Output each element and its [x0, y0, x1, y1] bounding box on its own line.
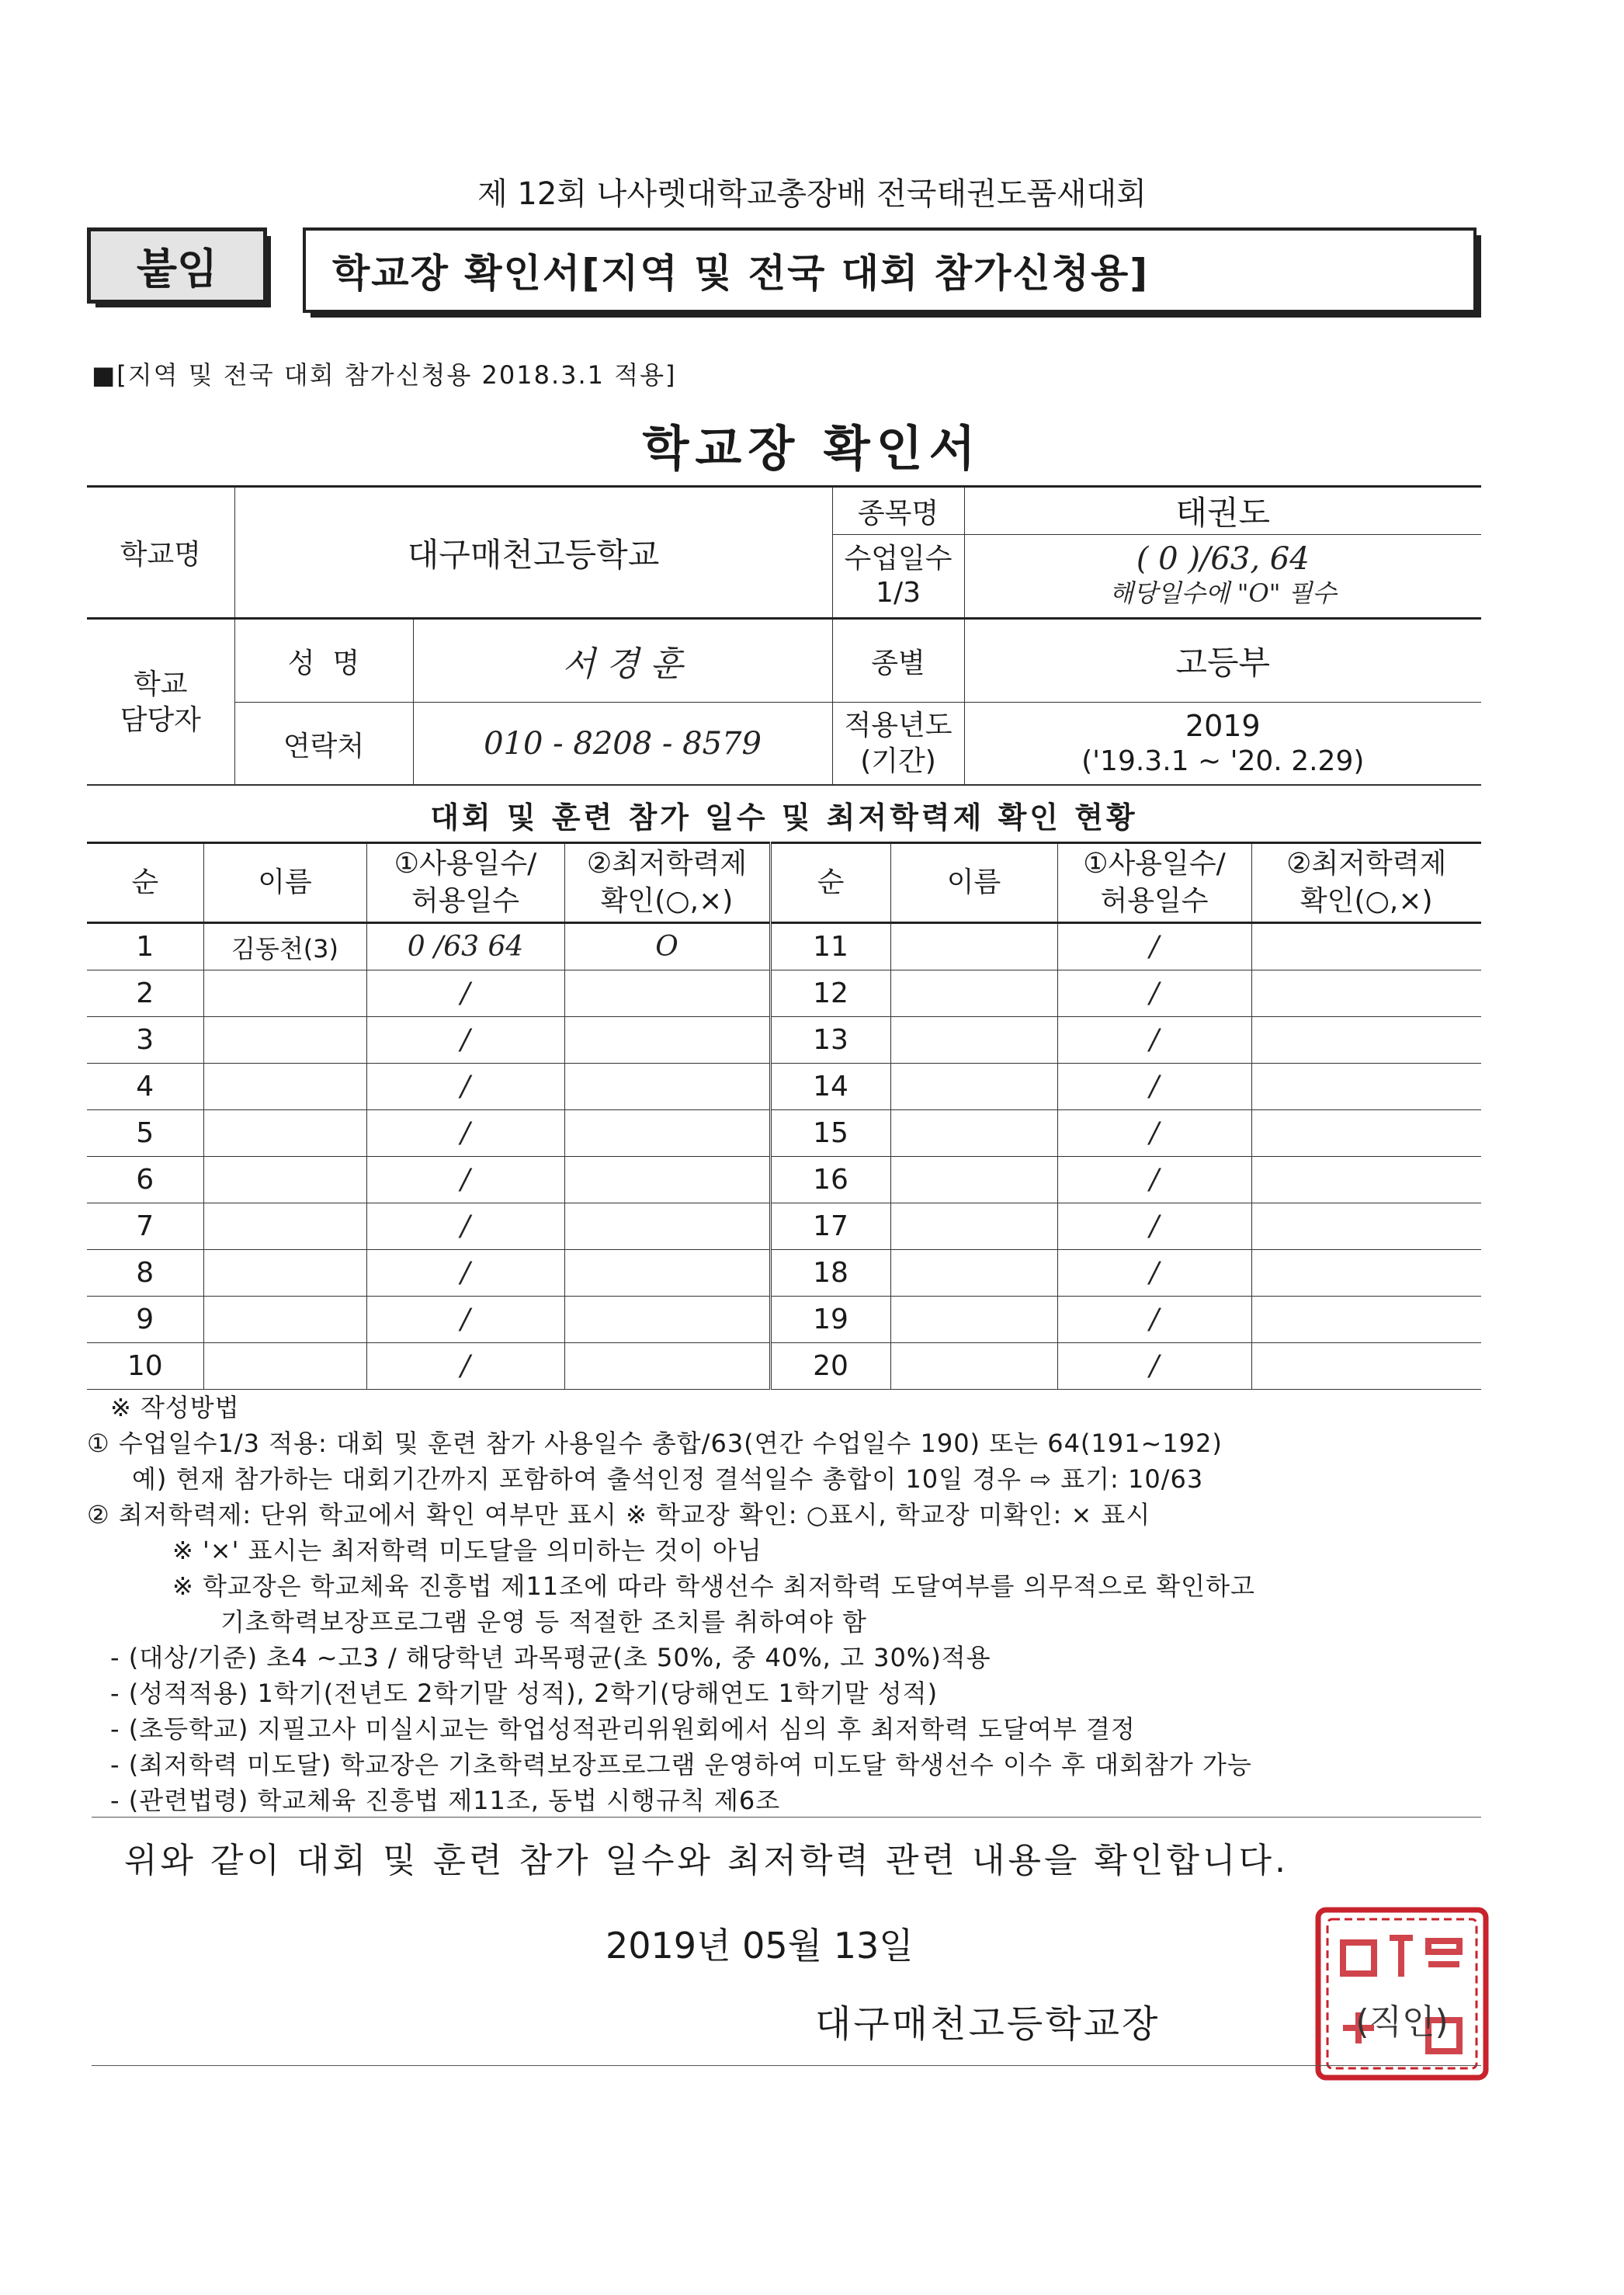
row-no: 3	[87, 1017, 203, 1064]
row-min-right	[1251, 1297, 1481, 1343]
row-no-right: 12	[770, 970, 890, 1017]
class-days-note: 해당일수에 "O" 필수	[1109, 578, 1337, 608]
row-min-right	[1251, 923, 1481, 970]
row-days-right: /	[1057, 1017, 1251, 1064]
row-days: 0 /63 64	[366, 923, 564, 970]
table-row	[87, 970, 1481, 1017]
instruction-line: - (초등학교) 지필고사 미실시교는 학업성적관리위원회에서 심의 후 최저학력 도달여부 결정	[110, 1714, 1136, 1744]
row-name	[203, 1157, 366, 1203]
row-name	[203, 1110, 366, 1157]
row-name-right	[890, 923, 1057, 970]
header-days-1: ①사용일수/	[394, 848, 537, 880]
row-no: 10	[87, 1343, 203, 1390]
instructions-title: ※ 작성방법	[110, 1393, 240, 1422]
row-min	[564, 1297, 770, 1343]
applicable-note: ■[지역 및 전국 대회 참가신청용 2018.3.1 적용]	[92, 360, 677, 390]
year-value: 2019	[1185, 709, 1261, 743]
class-days-value: ( 0 )/63, 64	[1136, 541, 1310, 577]
header-no: 순	[87, 843, 203, 923]
row-name-right	[890, 1110, 1057, 1157]
row-min-right	[1251, 1157, 1481, 1203]
confirm-text: 위와 같이 대회 및 훈련 참가 일수와 최저학력 관련 내용을 확인합니다.	[124, 1841, 1289, 1880]
row-min-right	[1251, 1064, 1481, 1110]
row-no: 4	[87, 1064, 203, 1110]
table-row	[87, 1343, 1481, 1390]
row-days-right: /	[1057, 1203, 1251, 1250]
row-name-right	[890, 1157, 1057, 1203]
table-row	[87, 1297, 1481, 1343]
table-row	[87, 1203, 1481, 1250]
row-days: /	[366, 1064, 564, 1110]
row-no-right: 17	[770, 1203, 890, 1250]
instruction-line: - (성적적용) 1학기(전년도 2학기말 성적), 2학기(당해연도 1학기말 성적)	[110, 1679, 939, 1708]
row-name	[203, 1203, 366, 1250]
row-days: /	[366, 1203, 564, 1250]
row-no: 2	[87, 970, 203, 1017]
row-min	[564, 970, 770, 1017]
divider	[92, 1817, 1481, 1818]
row-no-right: 16	[770, 1157, 890, 1203]
row-name	[203, 970, 366, 1017]
header-days-2: 허용일수	[411, 885, 520, 917]
event-title: 제 12회 나사렛대학교총장배 전국태권도품새대회	[477, 176, 1147, 212]
header-min-2: 확인(○,×)	[600, 885, 734, 917]
table-row	[87, 1157, 1481, 1203]
date: 2019년 05월 13일	[606, 1925, 914, 1967]
table-row	[87, 923, 1481, 970]
table-row	[87, 1250, 1481, 1297]
row-name: 김동천(3)	[203, 923, 366, 970]
header-days-right-2: 허용일수	[1100, 885, 1209, 917]
row-min-right	[1251, 1017, 1481, 1064]
table-row	[87, 1064, 1481, 1110]
row-days-right: /	[1057, 1064, 1251, 1110]
instruction-line: 기초학력보장프로그램 운영 등 적절한 조치를 취하여야 함	[220, 1607, 867, 1637]
header-min-right-2: 확인(○,×)	[1300, 885, 1433, 917]
sport-value: 태권도	[964, 487, 1481, 535]
instruction-line: ② 최저학력제: 단위 학교에서 확인 여부만 표시 ※ 학교장 확인: ○표시, 학교장 미확인: × 표시	[87, 1500, 1151, 1529]
manager-label-1: 학교	[133, 668, 188, 700]
bottom-divider	[92, 2065, 1481, 2066]
instructions	[87, 1390, 1508, 1818]
row-days: /	[366, 1250, 564, 1297]
row-min	[564, 1343, 770, 1390]
row-min-right	[1251, 1250, 1481, 1297]
header-min-1: ②최저학력제	[586, 848, 748, 880]
class-days-value-cell	[964, 535, 1481, 619]
row-name	[203, 1017, 366, 1064]
instruction-line: - (관련법령) 학교체육 진흥법 제11조, 동법 시행규칙 제6조	[110, 1786, 781, 1815]
row-name-right	[890, 1064, 1057, 1110]
row-min: O	[564, 923, 770, 970]
row-no: 5	[87, 1110, 203, 1157]
row-name-right	[890, 1250, 1057, 1297]
class-days-label-1: 수업일수	[844, 543, 953, 575]
year-label-2: (기간)	[860, 745, 936, 777]
period-value: ('19.3.1 ~ '20. 2.29)	[1081, 745, 1365, 777]
instruction-line: ① 수업일수1/3 적용: 대회 및 훈련 참가 사용일수 총합/63(연간 수업일수 190) 또는 64(191~192)	[87, 1429, 1223, 1458]
row-min-right	[1251, 1110, 1481, 1157]
row-no-right: 11	[770, 923, 890, 970]
row-days: /	[366, 1110, 564, 1157]
class-days-label	[832, 535, 964, 619]
contact-value: 010 - 8208 - 8579	[413, 703, 832, 786]
row-min	[564, 1110, 770, 1157]
division-label: 종별	[832, 619, 964, 703]
instruction-line: ※ 학교장은 학교체육 진흥법 제11조에 따라 학생선수 최저학력 도달여부를 의무적으로 확인하고	[172, 1571, 1255, 1601]
row-no-right: 15	[770, 1110, 890, 1157]
school-label: 학교명	[87, 487, 234, 619]
form-title: 학교장 확인서[지역 및 전국 대회 참가신청용]	[303, 227, 1477, 313]
year-value-cell	[964, 703, 1481, 786]
row-no: 7	[87, 1203, 203, 1250]
row-days-right: /	[1057, 923, 1251, 970]
name-label: 성 명	[234, 619, 413, 703]
row-no-right: 18	[770, 1250, 890, 1297]
header-days	[366, 843, 564, 923]
row-days: /	[366, 1297, 564, 1343]
division-value: 고등부	[964, 619, 1481, 703]
row-name-right	[890, 1017, 1057, 1064]
header-name-right: 이름	[890, 843, 1057, 923]
row-min-right	[1251, 1203, 1481, 1250]
seal-text: (직인)	[1355, 2002, 1449, 2042]
principal-name: 대구매천고등학교장	[815, 2002, 1161, 2046]
row-no: 8	[87, 1250, 203, 1297]
instruction-line: 예) 현재 참가하는 대회기간까지 포함하여 출석인정 결석일수 총합이 10일 경우 ⇨ 표기: 10/63	[132, 1464, 1204, 1494]
row-no-right: 19	[770, 1297, 890, 1343]
header-days-right-1: ①사용일수/	[1083, 848, 1226, 880]
row-name-right	[890, 1203, 1057, 1250]
instruction-line: - (대상/기준) 초4 ~고3 / 해당학년 과목평균(초 50%, 중 40%, 고 30%)적용	[110, 1643, 991, 1672]
row-no: 1	[87, 923, 203, 970]
name-value: 서 경 훈	[413, 619, 832, 703]
row-days-right: /	[1057, 1250, 1251, 1297]
header-days-right	[1057, 843, 1251, 923]
class-days-label-2: 1/3	[876, 577, 921, 609]
row-min	[564, 1064, 770, 1110]
row-days-right: /	[1057, 1297, 1251, 1343]
row-days: /	[366, 1017, 564, 1064]
header-min-right	[1251, 843, 1481, 923]
row-name	[203, 1250, 366, 1297]
row-name-right	[890, 1343, 1057, 1390]
row-days: /	[366, 1343, 564, 1390]
row-min-right	[1251, 970, 1481, 1017]
year-label-1: 적용년도	[844, 710, 953, 741]
row-no: 6	[87, 1157, 203, 1203]
instruction-line: - (최저학력 미도달) 학교장은 기초학력보장프로그램 운영하여 미도달 학생선수 이수 후 대회참가 가능	[110, 1750, 1252, 1779]
row-no-right: 13	[770, 1017, 890, 1064]
year-label	[832, 703, 964, 786]
school-value: 대구매천고등학교	[234, 487, 832, 619]
table-row	[87, 1110, 1481, 1157]
row-days-right: /	[1057, 1110, 1251, 1157]
manager-label	[87, 619, 234, 786]
row-name-right	[890, 970, 1057, 1017]
roster-table	[87, 842, 1481, 1390]
row-days-right: /	[1057, 1343, 1251, 1390]
roster-section-title: 대회 및 훈련 참가 일수 및 최저학력제 확인 현황	[87, 784, 1481, 843]
row-min	[564, 1203, 770, 1250]
row-no-right: 20	[770, 1343, 890, 1390]
row-min	[564, 1157, 770, 1203]
sport-label: 종목명	[832, 487, 964, 535]
row-no: 9	[87, 1297, 203, 1343]
row-no-right: 14	[770, 1064, 890, 1110]
table-row	[87, 1017, 1481, 1064]
header-no-right: 순	[770, 843, 890, 923]
contact-label: 연락처	[234, 703, 413, 786]
row-days-right: /	[1057, 970, 1251, 1017]
row-name-right	[890, 1297, 1057, 1343]
header-min	[564, 843, 770, 923]
row-days: /	[366, 1157, 564, 1203]
row-name	[203, 1343, 366, 1390]
manager-label-2: 담당자	[120, 703, 201, 736]
attach-label: 붙임	[87, 227, 267, 304]
header-min-right-1: ②최저학력제	[1286, 848, 1447, 880]
instruction-line: ※ '×' 표시는 최저학력 미도달을 의미하는 것이 아님	[172, 1536, 762, 1565]
header-name: 이름	[203, 843, 366, 923]
row-days-right: /	[1057, 1157, 1251, 1203]
row-name	[203, 1064, 366, 1110]
row-name	[203, 1297, 366, 1343]
row-min	[564, 1017, 770, 1064]
info-table	[87, 485, 1481, 786]
row-days: /	[366, 970, 564, 1017]
row-min-right	[1251, 1343, 1481, 1390]
main-title: 학교장 확인서	[642, 420, 982, 477]
row-min	[564, 1250, 770, 1297]
